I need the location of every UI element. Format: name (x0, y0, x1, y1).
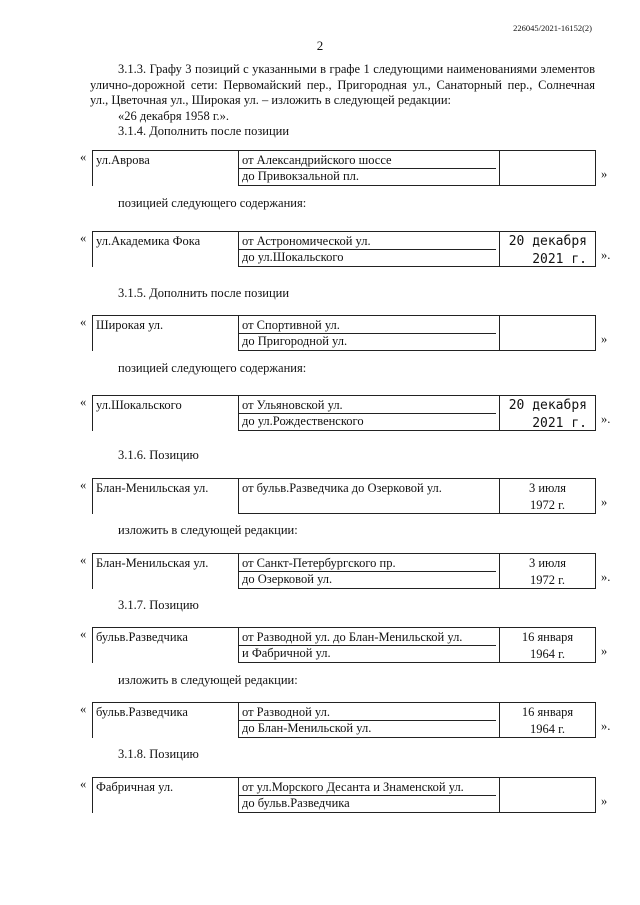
street-name-cell: Фабричная ул. (92, 777, 239, 813)
segment-cell: от Астрономической ул. до ул.Шокальского (239, 231, 500, 267)
date-cell (500, 315, 596, 351)
intro-paragraph (90, 62, 595, 140)
table-row (80, 395, 620, 433)
page-number: 2 (316, 38, 324, 53)
table-row (80, 478, 620, 516)
close-quote: » (601, 495, 608, 509)
open-quote: « (80, 627, 87, 641)
table-row (80, 702, 620, 740)
table-row (80, 627, 620, 665)
open-quote: « (80, 777, 87, 791)
date-cell: 20 декабря 2021 г. (500, 395, 596, 431)
open-quote: « (80, 702, 87, 716)
street-name-cell: бульв.Разведчика (92, 627, 239, 663)
date-cell: 16 января 1964 г. (500, 702, 596, 738)
close-quote: » (601, 332, 608, 346)
date-cell: 3 июля 1972 г. (500, 478, 596, 514)
street-name-cell: бульв.Разведчика (92, 702, 239, 738)
clause-3-1-3-date: «26 декабря 1958 г.». (118, 108, 230, 123)
close-quote: ». (601, 412, 611, 426)
heading: изложить в следующей редакции: (118, 673, 298, 687)
close-quote: ». (601, 570, 611, 584)
heading: 3.1.5. Дополнить после позиции (118, 286, 290, 300)
open-quote: « (80, 231, 87, 245)
close-quote: » (601, 167, 608, 181)
segment-cell: от Разводной ул. до Блан-Менильской ул. и Фабричной ул. (239, 627, 500, 663)
close-quote: » (601, 794, 608, 808)
clause-3-1-3: 3.1.3. Графу 3 позиций с указанными в графе 1 следующими наименованиями элементов улично-дорожной сети: Первомайский пер., Пригородная ул., Санаторный пер., Солнечная ул., Цветочная ул., Широкая ул. – изложить в следующей редакции: (90, 62, 595, 107)
date-cell: 20 декабря 2021 г. (500, 231, 596, 267)
street-name-cell: ул.Шокальского (92, 395, 239, 431)
close-quote: » (601, 644, 608, 658)
heading: 3.1.8. Позицию (118, 747, 199, 761)
table-row (80, 150, 620, 188)
open-quote: « (80, 150, 87, 164)
segment-cell: от Санкт-Петербургского пр. до Озерковой ул. (239, 553, 500, 589)
open-quote: « (80, 553, 87, 567)
segment-cell: от Спортивной ул. до Пригородной ул. (239, 315, 500, 351)
date-cell: 16 января 1964 г. (500, 627, 596, 663)
open-quote: « (80, 395, 87, 409)
table-row (80, 231, 620, 269)
segment-cell: от Александрийского шоссе до Привокзальной пл. (239, 150, 500, 186)
segment-cell: от Разводной ул. до Блан-Менильской ул. (239, 702, 500, 738)
heading: позицией следующего содержания: (118, 196, 307, 210)
heading: 3.1.7. Позицию (118, 598, 199, 612)
segment-cell: от Ульяновской ул. до ул.Рождественского (239, 395, 500, 431)
street-name-cell: ул.Аврова (92, 150, 239, 186)
date-cell: 3 июля 1972 г. (500, 553, 596, 589)
heading: изложить в следующей редакции: (118, 523, 298, 537)
open-quote: « (80, 315, 87, 329)
street-name-cell: ул.Академика Фока (92, 231, 239, 267)
close-quote: ». (601, 719, 611, 733)
table-row (80, 777, 620, 815)
date-cell (500, 150, 596, 186)
segment-cell: от ул.Морского Десанта и Знаменской ул. до бульв.Разведчика (239, 777, 500, 813)
table-row (80, 553, 620, 591)
heading: позицией следующего содержания: (118, 361, 307, 375)
street-name-cell: Блан-Менильская ул. (92, 553, 239, 589)
street-name-cell: Широкая ул. (92, 315, 239, 351)
heading: 3.1.6. Позицию (118, 448, 199, 462)
close-quote: ». (601, 248, 611, 262)
document-id: 226045/2021-16152(2) (513, 23, 592, 33)
date-cell (500, 777, 596, 813)
clause-3-1-4: 3.1.4. Дополнить после позиции (118, 124, 290, 138)
street-name-cell: Блан-Менильская ул. (92, 478, 239, 514)
segment-cell: от бульв.Разведчика до Озерковой ул. (239, 478, 500, 514)
open-quote: « (80, 478, 87, 492)
table-row (80, 315, 620, 353)
